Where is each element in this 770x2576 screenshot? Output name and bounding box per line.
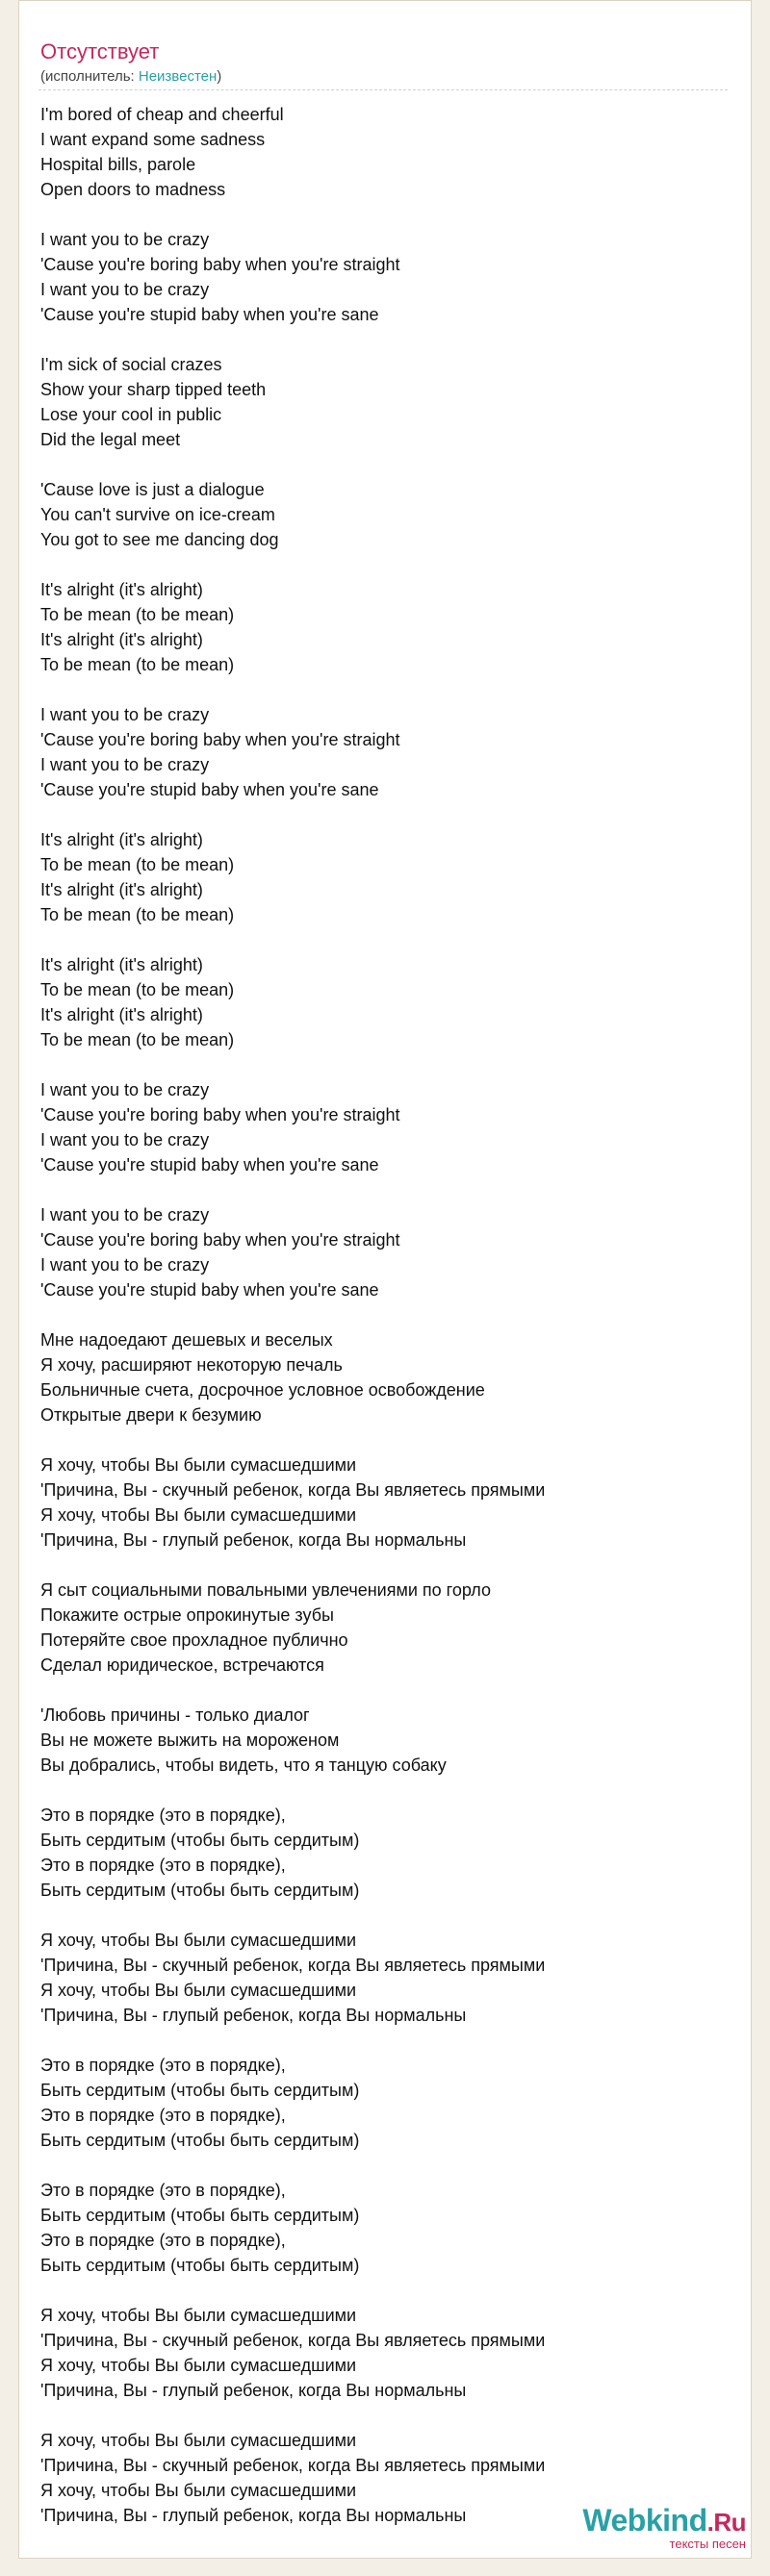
site-logo[interactable] bbox=[582, 2503, 746, 2551]
lyric-line: Это в порядке (это в порядке), bbox=[40, 1806, 286, 1825]
stanza-gap bbox=[40, 1678, 733, 1703]
lyric-line: Я хочу, чтобы Вы были сумасшедшими bbox=[40, 2481, 357, 2500]
lyric-line: Открытые двери к безумию bbox=[40, 1405, 262, 1425]
lyric-line: Это в порядке (это в порядке), bbox=[40, 2106, 286, 2125]
lyric-line: I want you to be crazy bbox=[40, 1080, 210, 1099]
lyric-line: 'Cause you're boring baby when you're straight bbox=[40, 255, 400, 274]
lyric-line: You got to see me dancing dog bbox=[40, 530, 279, 549]
lyric-line: Я хочу, чтобы Вы были сумасшедшими bbox=[40, 1981, 357, 2000]
stanza-gap bbox=[40, 677, 733, 702]
lyric-line: Быть сердитым (чтобы быть сердитым) bbox=[40, 2206, 360, 2225]
lyric-line: Это в порядке (это в порядке), bbox=[40, 2181, 286, 2200]
lyric-line: It's alright (it's alright) bbox=[40, 955, 203, 974]
lyric-line: To be mean (to be mean) bbox=[40, 655, 235, 674]
lyric-line: Show your sharp tipped teeth bbox=[40, 380, 267, 399]
lyric-line: 'Причина, Вы - глупый ребенок, когда Вы нормальны bbox=[40, 2506, 467, 2525]
logo-tld: .Ru bbox=[706, 2508, 746, 2537]
lyric-line: 'Cause you're boring baby when you're straight bbox=[40, 1230, 400, 1250]
lyric-line: Did the legal meet bbox=[40, 430, 181, 449]
lyric-line: Вы не можете выжить на мороженом bbox=[40, 1730, 340, 1750]
stanza-gap bbox=[40, 1553, 733, 1578]
lyric-line: Быть сердитым (чтобы быть сердитым) bbox=[40, 1831, 360, 1850]
header-divider bbox=[38, 89, 728, 90]
lyric-line: Я сыт социальными повальными увлечениями по горло bbox=[40, 1580, 491, 1600]
lyric-line: It's alright (it's alright) bbox=[40, 1005, 203, 1024]
lyrics-card bbox=[18, 0, 752, 2559]
stanza-gap bbox=[40, 2028, 733, 2053]
lyric-line: To be mean (to be mean) bbox=[40, 1030, 235, 1049]
lyric-line: 'Cause you're stupid baby when you're sane bbox=[40, 1280, 379, 1300]
lyric-line: I want you to be crazy bbox=[40, 1255, 210, 1275]
lyric-line: Я хочу, чтобы Вы были сумасшедшими bbox=[40, 2431, 357, 2450]
lyric-line: Это в порядке (это в порядке), bbox=[40, 2056, 286, 2075]
lyric-line: Hospital bills, parole bbox=[40, 155, 196, 174]
lyric-line: I want you to be crazy bbox=[40, 705, 210, 724]
lyric-line: I want you to be crazy bbox=[40, 280, 210, 299]
lyric-line: 'Любовь причины - только диалог bbox=[40, 1705, 310, 1725]
stanza-gap bbox=[40, 2403, 733, 2428]
song-title: Отсутствует bbox=[40, 39, 160, 63]
lyric-line: Сделал юридическое, встречаются bbox=[40, 1655, 324, 1675]
lyric-line: Open doors to madness bbox=[40, 180, 226, 199]
lyric-line: Быть сердитым (чтобы быть сердитым) bbox=[40, 2256, 360, 2275]
lyric-line: Вы добрались, чтобы видеть, что я танцую собаку bbox=[40, 1755, 447, 1775]
lyrics-body bbox=[40, 102, 733, 2528]
logo-tagline: тексты песен bbox=[669, 2537, 746, 2551]
lyric-line: You can't survive on ice-cream bbox=[40, 505, 275, 524]
lyric-line: Это в порядке (это в порядке), bbox=[40, 1856, 286, 1875]
stanza-gap bbox=[40, 1052, 733, 1077]
lyric-line: 'Причина, Вы - скучный ребенок, когда Вы являетесь прямыми bbox=[40, 2331, 546, 2350]
lyric-line: I want expand some sadness bbox=[40, 130, 266, 149]
lyric-line: Lose your cool in public bbox=[40, 405, 222, 424]
artist-line bbox=[40, 68, 221, 86]
stanza-gap bbox=[40, 1903, 733, 1928]
lyric-line: Я хочу, чтобы Вы были сумасшедшими bbox=[40, 1505, 357, 1525]
lyric-line: Быть сердитым (чтобы быть сердитым) bbox=[40, 2081, 360, 2100]
lyric-line: 'Причина, Вы - глупый ребенок, когда Вы нормальны bbox=[40, 1530, 467, 1550]
lyric-line: To be mean (to be mean) bbox=[40, 980, 235, 999]
stanza-gap bbox=[40, 552, 733, 577]
lyric-line: Это в порядке (это в порядке), bbox=[40, 2231, 286, 2250]
lyric-line: It's alright (it's alright) bbox=[40, 580, 203, 599]
lyric-line: 'Cause you're boring baby when you're straight bbox=[40, 1105, 400, 1124]
lyric-line: I want you to be crazy bbox=[40, 755, 210, 774]
lyric-line: It's alright (it's alright) bbox=[40, 830, 203, 849]
lyric-line: Я хочу, чтобы Вы были сумасшедшими bbox=[40, 1931, 357, 1950]
stanza-gap bbox=[40, 1427, 733, 1452]
lyric-line: 'Причина, Вы - скучный ребенок, когда Вы являетесь прямыми bbox=[40, 1956, 546, 1975]
stanza-gap bbox=[40, 202, 733, 227]
lyric-line: Я хочу, чтобы Вы были сумасшедшими bbox=[40, 2306, 357, 2325]
lyric-line: 'Причина, Вы - глупый ребенок, когда Вы нормальны bbox=[40, 2006, 467, 2025]
lyric-line: I'm sick of social crazes bbox=[40, 355, 222, 374]
stanza-gap bbox=[40, 927, 733, 952]
stanza-gap bbox=[40, 452, 733, 477]
lyric-line: Потеряйте свое прохладное публично bbox=[40, 1630, 348, 1650]
lyric-line: 'Причина, Вы - скучный ребенок, когда Вы являетесь прямыми bbox=[40, 1480, 546, 1500]
stanza-gap bbox=[40, 1177, 733, 1202]
lyric-line: Быть сердитым (чтобы быть сердитым) bbox=[40, 1881, 360, 1900]
lyric-line: Я хочу, чтобы Вы были сумасшедшими bbox=[40, 1455, 357, 1475]
lyric-line: I want you to be crazy bbox=[40, 230, 210, 249]
lyric-line: 'Cause you're stupid baby when you're sane bbox=[40, 305, 379, 324]
lyric-line: I'm bored of cheap and cheerful bbox=[40, 105, 284, 124]
lyric-line: 'Cause you're stupid baby when you're sane bbox=[40, 1155, 379, 1174]
lyric-line: Больничные счета, досрочное условное освобождение bbox=[40, 1380, 485, 1400]
lyric-line: Покажите острые опрокинутые зубы bbox=[40, 1605, 334, 1625]
stanza-gap bbox=[40, 2278, 733, 2303]
lyric-line: Быть сердитым (чтобы быть сердитым) bbox=[40, 2131, 360, 2150]
lyric-line: 'Cause you're boring baby when you're straight bbox=[40, 730, 400, 749]
lyric-line: To be mean (to be mean) bbox=[40, 905, 235, 924]
stanza-gap bbox=[40, 1302, 733, 1327]
lyric-line: To be mean (to be mean) bbox=[40, 855, 235, 874]
stanza-gap bbox=[40, 1778, 733, 1803]
artist-suffix: ) bbox=[217, 68, 222, 85]
lyric-line: 'Cause you're stupid baby when you're sane bbox=[40, 780, 379, 799]
lyric-line: 'Причина, Вы - глупый ребенок, когда Вы нормальны bbox=[40, 2381, 467, 2400]
lyric-line: Я хочу, расширяют некоторую печаль bbox=[40, 1355, 343, 1375]
stanza-gap bbox=[40, 802, 733, 827]
lyric-line: Я хочу, чтобы Вы были сумасшедшими bbox=[40, 2356, 357, 2375]
lyric-line: 'Причина, Вы - скучный ребенок, когда Вы являетесь прямыми bbox=[40, 2456, 546, 2475]
artist-link[interactable]: Неизвестен bbox=[138, 68, 218, 85]
stanza-gap bbox=[40, 327, 733, 352]
lyric-line: 'Cause love is just a dialogue bbox=[40, 480, 265, 499]
lyric-line: To be mean (to be mean) bbox=[40, 605, 235, 624]
lyric-line: Мне надоедают дешевых и веселых bbox=[40, 1330, 333, 1350]
artist-prefix: (исполнитель: bbox=[40, 68, 139, 85]
logo-name: Webkind bbox=[582, 2503, 707, 2538]
stanza-gap bbox=[40, 2153, 733, 2178]
lyric-line: It's alright (it's alright) bbox=[40, 630, 203, 649]
lyric-line: It's alright (it's alright) bbox=[40, 880, 203, 899]
lyric-line: I want you to be crazy bbox=[40, 1205, 210, 1225]
lyric-line: I want you to be crazy bbox=[40, 1130, 210, 1149]
